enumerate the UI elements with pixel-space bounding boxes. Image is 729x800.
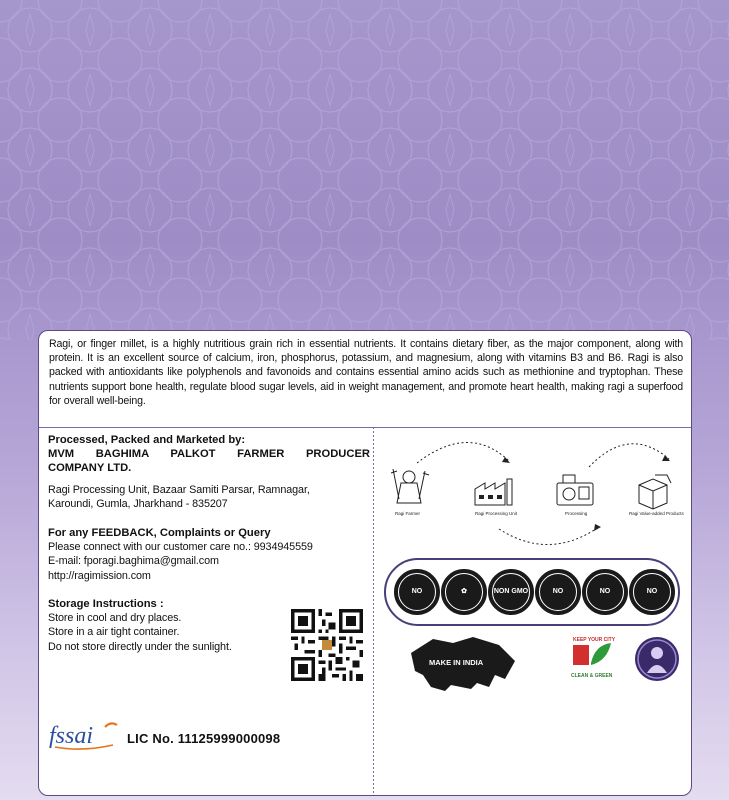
- non-gmo-badge: NON GMO: [488, 569, 534, 615]
- badges-strip: [384, 558, 680, 626]
- no-additive-badge: NO: [535, 569, 581, 615]
- info-card: [38, 330, 692, 796]
- feedback-heading: For any FEEDBACK, Complaints or Query: [48, 526, 271, 539]
- fssai-logo-text: fssai: [49, 723, 94, 749]
- qr-code-icon[interactable]: [291, 609, 363, 681]
- svg-text:CLEAN & GREEN: CLEAN & GREEN: [571, 673, 613, 679]
- products-icon: [639, 475, 671, 509]
- no-chemical-badge: NO: [629, 569, 675, 615]
- marketer-heading: Processed, Packed and Marketed by:: [48, 434, 246, 446]
- company-name-line1: MVM BAGHIMA PALKOT FARMER PRODUCER: [48, 448, 370, 460]
- storage-heading: Storage Instructions :: [48, 598, 164, 611]
- website-link[interactable]: http://ragimission.com: [48, 569, 151, 582]
- divider: [39, 427, 692, 428]
- vegan-badge: ✿: [441, 569, 487, 615]
- processing-icon: [557, 475, 593, 505]
- woman-emblem-icon: [635, 637, 679, 681]
- certification-logos: [411, 631, 681, 711]
- lion-icon: [411, 637, 515, 691]
- email: E-mail: fporagi.baghima@gmail.com: [48, 555, 219, 568]
- company-name-line2: COMPANY LTD.: [48, 462, 132, 474]
- no-gluten-badge: NO: [582, 569, 628, 615]
- step-label-4: Ragi Value-added Products: [629, 511, 684, 516]
- farmer-icon: [391, 469, 429, 503]
- step-label-3: Processing: [565, 511, 588, 516]
- broom-icon: [571, 637, 616, 679]
- license-number: LIC No. 11125999000098: [127, 731, 281, 746]
- storage-line3: Do not store directly under the sunlight.: [48, 640, 232, 653]
- make-in-india-text: MAKE IN INDIA: [429, 658, 484, 667]
- address-line2: Karoundi, Gumla, Jharkhand - 835207: [48, 498, 228, 511]
- customer-care: Please connect with our customer care no.: 9934945559: [48, 540, 313, 553]
- svg-text:KEEP YOUR CITY: KEEP YOUR CITY: [573, 637, 616, 643]
- storage-line2: Store in a air tight container.: [48, 626, 180, 639]
- factory-icon: [475, 479, 512, 505]
- address-line1: Ragi Processing Unit, Bazaar Samiti Parsar, Ramnagar,: [48, 484, 310, 496]
- vertical-divider: [373, 427, 374, 796]
- storage-line1: Store in cool and dry places.: [48, 612, 182, 625]
- step-label-1: Ragi Farmer: [395, 511, 421, 516]
- fssai-logo: [47, 719, 127, 753]
- product-description: Ragi, or finger millet, is a highly nutritious grain rich in essential nutrients. It contains dietary fiber, as the major component, along with protein. It is an excellent source of calcium, iron, phosphorus, potassium, and magnesium, along with vitamins B3 and B6. Ragi is also packed with antioxidants like polyphenols and favonoids and contains essential amino acids such as methionine and tryptophan. These nutrients support bone health, regulate blood sugar levels, aid in weight management, and promote heart health, making ragi a superfood for overall well-being.: [49, 338, 683, 407]
- no-preservative-badge: NO: [394, 569, 440, 615]
- step-label-2: Ragi Processing Unit: [475, 511, 518, 516]
- process-flow: [389, 431, 685, 555]
